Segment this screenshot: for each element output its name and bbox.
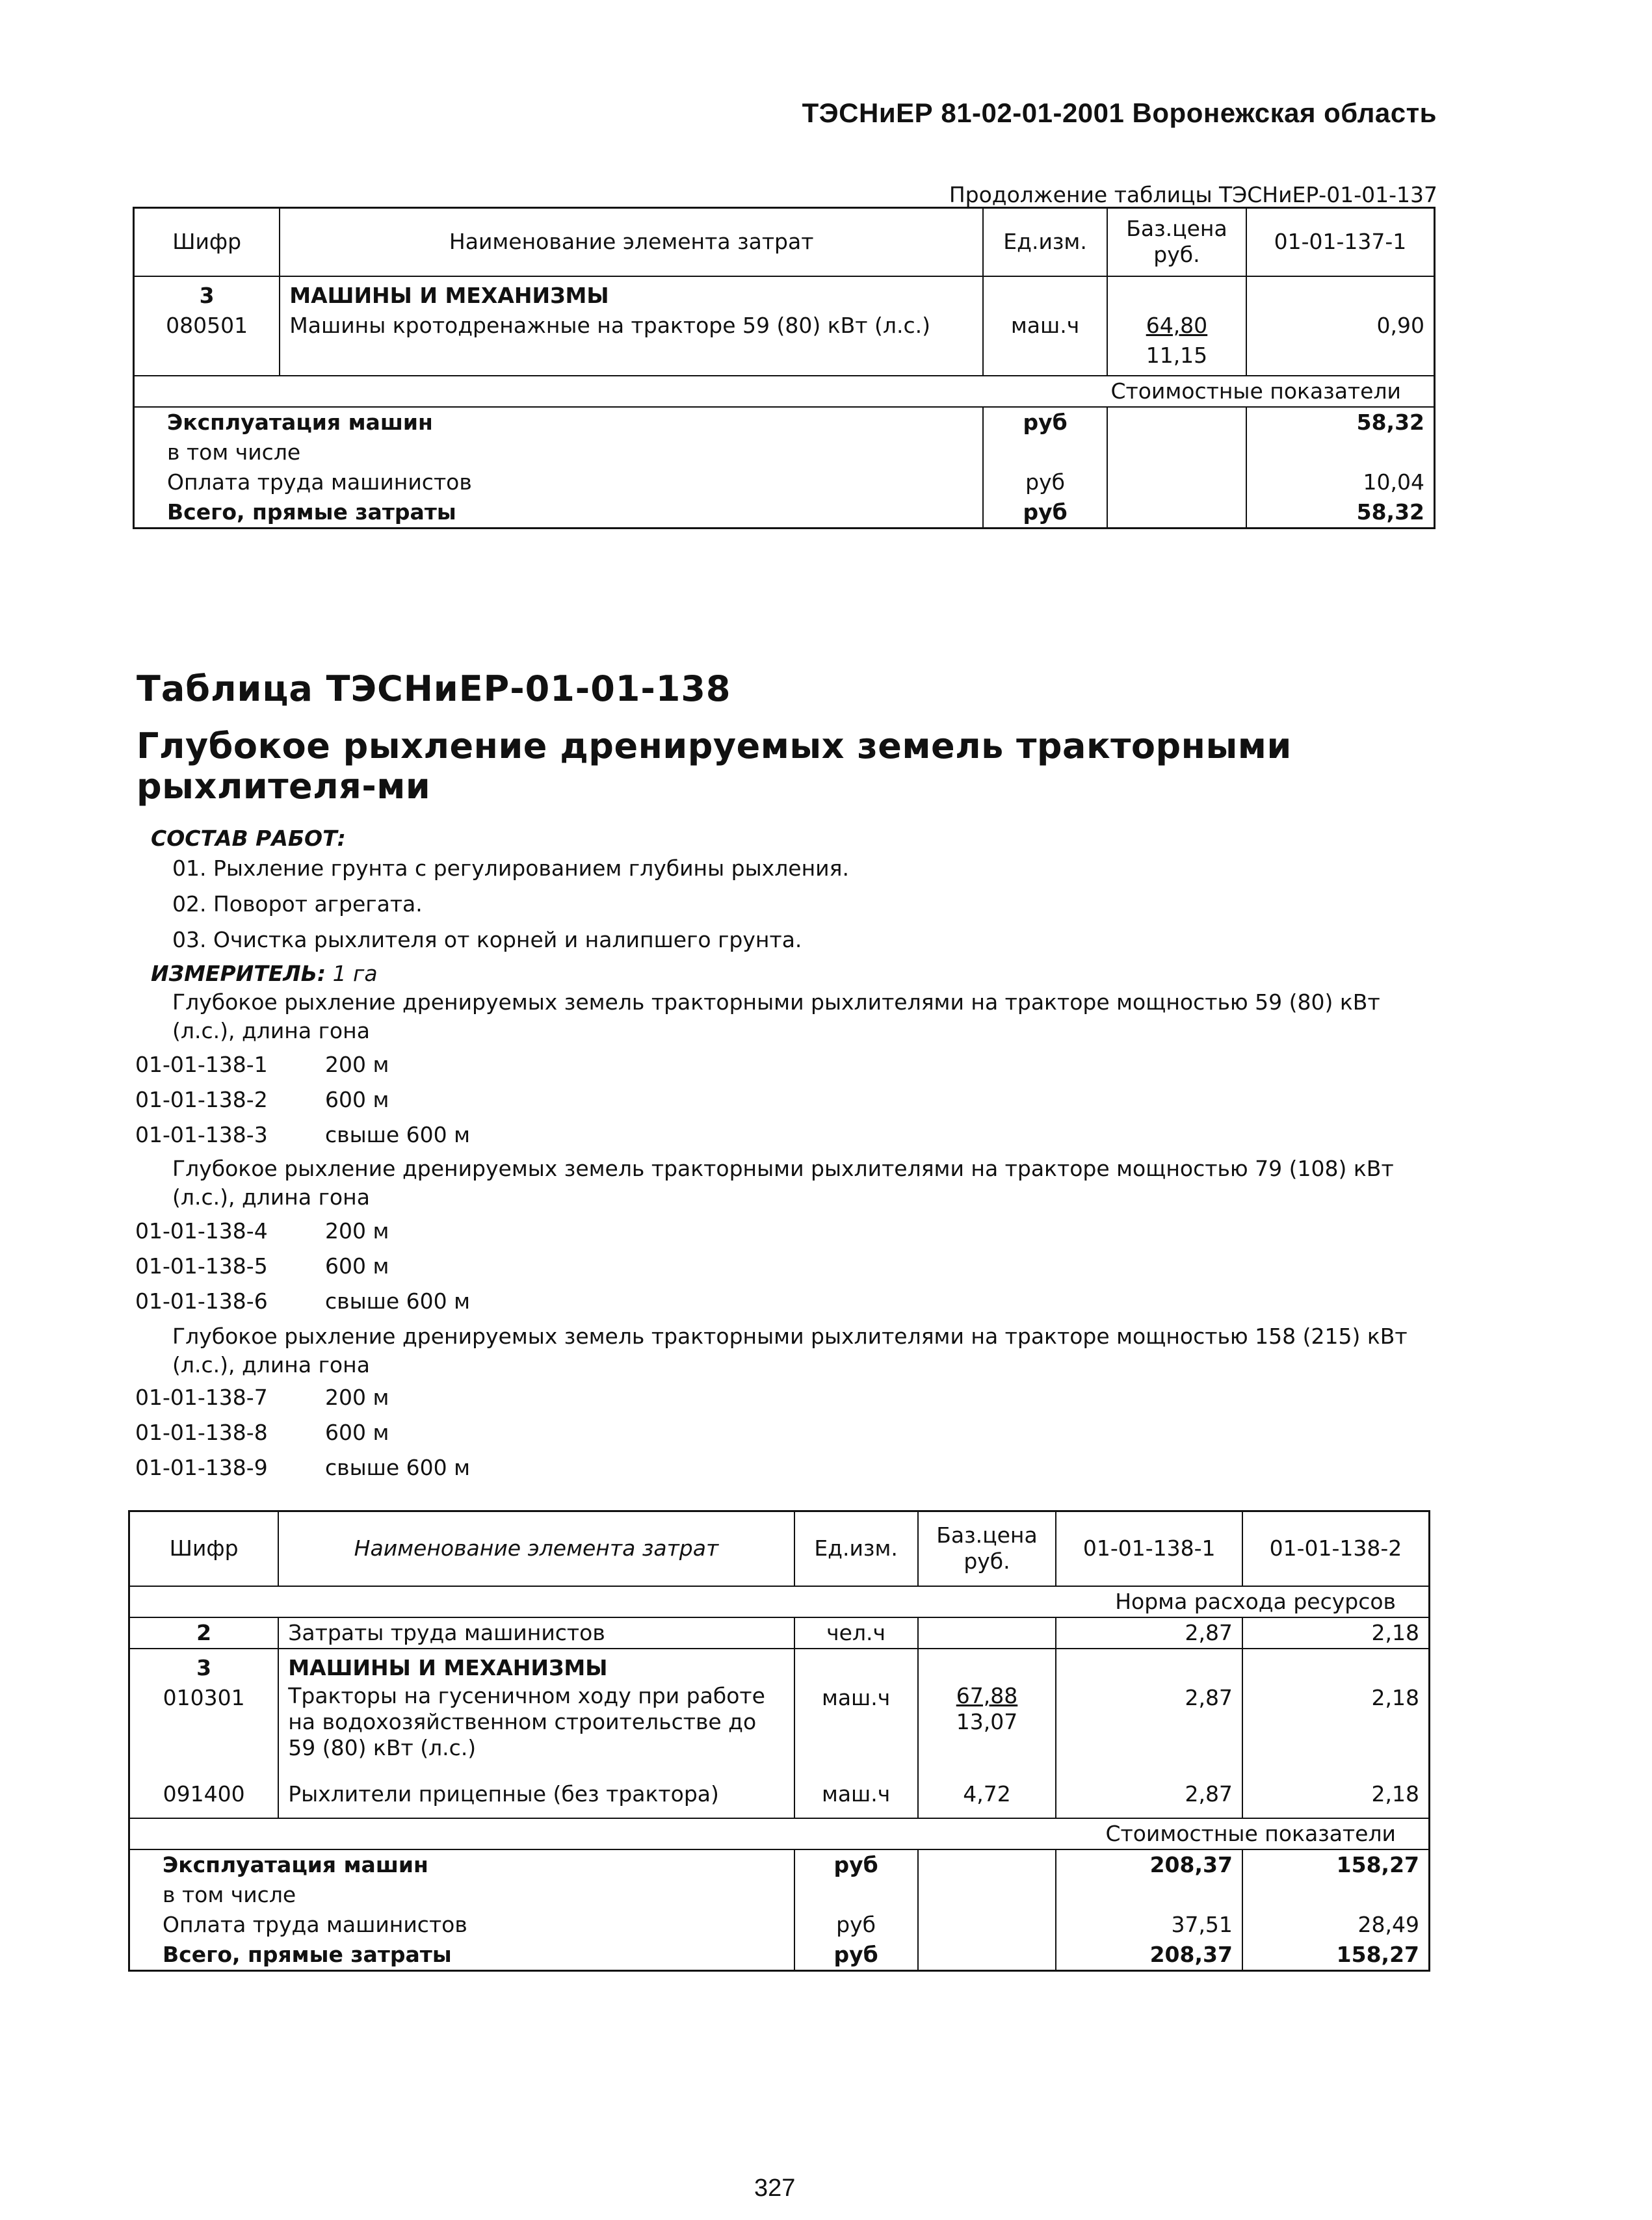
col-header-name: Наименование элемента затрат	[280, 208, 983, 276]
labor-number: 2	[196, 1619, 212, 1645]
price-labor: 13,07	[956, 1708, 1018, 1734]
norm-code: 01-01-138-2	[135, 1087, 268, 1112]
resource-price	[918, 1683, 1056, 1779]
total-direct-value-1: 208,37	[1056, 1940, 1242, 1971]
work-step-2: 02. Поворот агрегата.	[172, 891, 423, 917]
work-composition-label: СОСТАВ РАБОТ:	[151, 826, 346, 851]
cost-indicators-header: Стоимостные показатели	[1105, 1820, 1396, 1846]
col-header-code: Шифр	[172, 229, 242, 255]
machine-operation-value-1: 208,37	[1056, 1849, 1242, 1880]
col-header-price: Баз.цена руб.	[918, 1511, 1056, 1586]
resource-norm-1: 2,87	[1056, 1779, 1242, 1818]
norm-code: 01-01-138-4	[135, 1218, 268, 1244]
resource-price	[1107, 311, 1246, 376]
total-direct-unit: руб	[794, 1940, 918, 1971]
table-title: Таблица ТЭСНиЕР-01-01-138	[137, 668, 731, 709]
price-labor: 11,15	[1146, 342, 1208, 368]
labor-norm-1: 2,87	[1056, 1617, 1242, 1649]
resource-name: Машины кротодренажные на тракторе 59 (80) кВт (л.с.)	[280, 311, 983, 376]
resource-unit: маш.ч	[794, 1779, 918, 1818]
norm-length: свыше 600 м	[325, 1455, 471, 1480]
table-subtitle: Глубокое рыхление дренируемых земель тракторными рыхлителя-ми	[137, 725, 1292, 807]
norm-code: 01-01-138-9	[135, 1455, 268, 1480]
including-label: в том числе	[167, 439, 301, 465]
meter-label: ИЗМЕРИТЕЛЬ:	[151, 961, 326, 986]
machine-operation-value-2: 158,27	[1242, 1849, 1430, 1880]
price-main: 67,88	[956, 1682, 1018, 1708]
running-header: ТЭСНиЕР 81-02-01-2001 Воронежская область	[802, 98, 1437, 128]
labor-norm-2: 2,18	[1242, 1617, 1430, 1649]
meter-value: 1 га	[332, 961, 378, 986]
norm-length: 200 м	[325, 1385, 389, 1410]
norm-header: Норма расхода ресурсов	[1115, 1588, 1396, 1614]
meter	[151, 960, 378, 988]
norm-code: 01-01-138-6	[135, 1288, 268, 1314]
resource-norm-2: 2,18	[1242, 1683, 1430, 1779]
cost-indicators-header: Стоимостные показатели	[1110, 378, 1401, 404]
resource-code: 091400	[163, 1781, 245, 1807]
col-header-name: Наименование элемента затрат	[278, 1511, 794, 1586]
group-3-description: Глубокое рыхление дренируемых земель тракторными рыхлителями на тракторе мощностью 158 (215) кВт (л.с.), длина гона	[172, 1324, 1408, 1378]
operator-pay-unit: руб	[794, 1910, 918, 1940]
group-1-description: Глубокое рыхление дренируемых земель тракторными рыхлителями на тракторе мощностью 59 (80) кВт (л.с.), длина гона	[172, 989, 1380, 1043]
norm-code: 01-01-138-1	[135, 1052, 268, 1077]
norm-length: 600 м	[325, 1087, 389, 1112]
operator-pay-value-2: 28,49	[1242, 1910, 1430, 1940]
norm-code: 01-01-138-7	[135, 1385, 268, 1410]
total-direct-value: 58,32	[1246, 497, 1435, 529]
resource-price: 4,72	[918, 1779, 1056, 1818]
resource-unit: маш.ч	[983, 311, 1107, 376]
col-header-price: Баз.цена руб.	[1107, 208, 1246, 276]
norm-length: 600 м	[325, 1253, 389, 1279]
norm-length: 200 м	[325, 1218, 389, 1244]
operator-pay-value-1: 37,51	[1056, 1910, 1242, 1940]
total-direct-value-2: 158,27	[1242, 1940, 1430, 1971]
resource-norm-2: 2,18	[1242, 1779, 1430, 1818]
page-number: 327	[754, 2174, 796, 2202]
table-138	[128, 1510, 1430, 1972]
labor-name: Затраты труда машинистов	[278, 1617, 794, 1649]
resource-code: 080501	[166, 312, 248, 338]
norm-code: 01-01-138-8	[135, 1420, 268, 1445]
col-header-norm-1: 01-01-138-1	[1056, 1511, 1242, 1586]
operator-pay-value: 10,04	[1246, 467, 1435, 497]
resource-unit: маш.ч	[794, 1683, 918, 1779]
norm-code: 01-01-138-3	[135, 1122, 268, 1147]
col-header-unit: Ед.изм.	[794, 1511, 918, 1586]
resource-code: 010301	[163, 1684, 245, 1710]
resource-norm-1: 2,87	[1056, 1683, 1242, 1779]
table-continuation-caption: Продолжение таблицы ТЭСНиЕР-01-01-137	[949, 182, 1437, 207]
section-title: МАШИНЫ И МЕХАНИЗМЫ	[278, 1649, 794, 1683]
operator-pay-unit: руб	[983, 467, 1107, 497]
norm-length: свыше 600 м	[325, 1288, 471, 1314]
resource-name: Рыхлители прицепные (без трактора)	[278, 1779, 794, 1818]
total-direct-unit: руб	[983, 497, 1107, 529]
norm-code: 01-01-138-5	[135, 1253, 268, 1279]
section-title: МАШИНЫ И МЕХАНИЗМЫ	[280, 276, 983, 311]
price-main: 64,80	[1146, 312, 1208, 338]
work-step-1: 01. Рыхление грунта с регулированием глубины рыхления.	[172, 855, 849, 881]
group-2-description: Глубокое рыхление дренируемых земель тракторными рыхлителями на тракторе мощностью 79 (108) кВт (л.с.), длина гона	[172, 1156, 1394, 1210]
work-step-3: 03. Очистка рыхлителя от корней и налипшего грунта.	[172, 927, 802, 952]
table-137	[133, 207, 1436, 529]
machine-operation-value: 58,32	[1246, 407, 1435, 437]
machine-operation-label: Эксплуатация машин	[167, 409, 433, 435]
including-label: в том числе	[163, 1881, 296, 1907]
machine-operation-unit: руб	[983, 407, 1107, 437]
norm-length: свыше 600 м	[325, 1122, 471, 1147]
resource-name: Тракторы на гусеничном ходу при работе на водохозяйственном строительстве до 59 (80) кВт (л.с.)	[278, 1683, 794, 1779]
col-header-norm-2: 01-01-138-2	[1242, 1511, 1430, 1586]
operator-pay-label: Оплата труда машинистов	[167, 469, 472, 495]
col-header-norm: 01-01-137-1	[1246, 208, 1435, 276]
machine-operation-unit: руб	[794, 1849, 918, 1880]
norm-length: 600 м	[325, 1420, 389, 1445]
norm-length: 200 м	[325, 1052, 389, 1077]
total-direct-label: Всего, прямые затраты	[167, 499, 456, 525]
col-header-unit: Ед.изм.	[983, 208, 1107, 276]
machine-operation-label: Эксплуатация машин	[163, 1851, 428, 1877]
col-header-code: Шифр	[169, 1535, 239, 1561]
total-direct-label: Всего, прямые затраты	[163, 1941, 452, 1967]
labor-unit: чел.ч	[794, 1617, 918, 1649]
section-number: 3	[199, 282, 215, 308]
operator-pay-label: Оплата труда машинистов	[163, 1911, 467, 1937]
resource-norm: 0,90	[1246, 311, 1435, 376]
section-number: 3	[196, 1654, 212, 1680]
